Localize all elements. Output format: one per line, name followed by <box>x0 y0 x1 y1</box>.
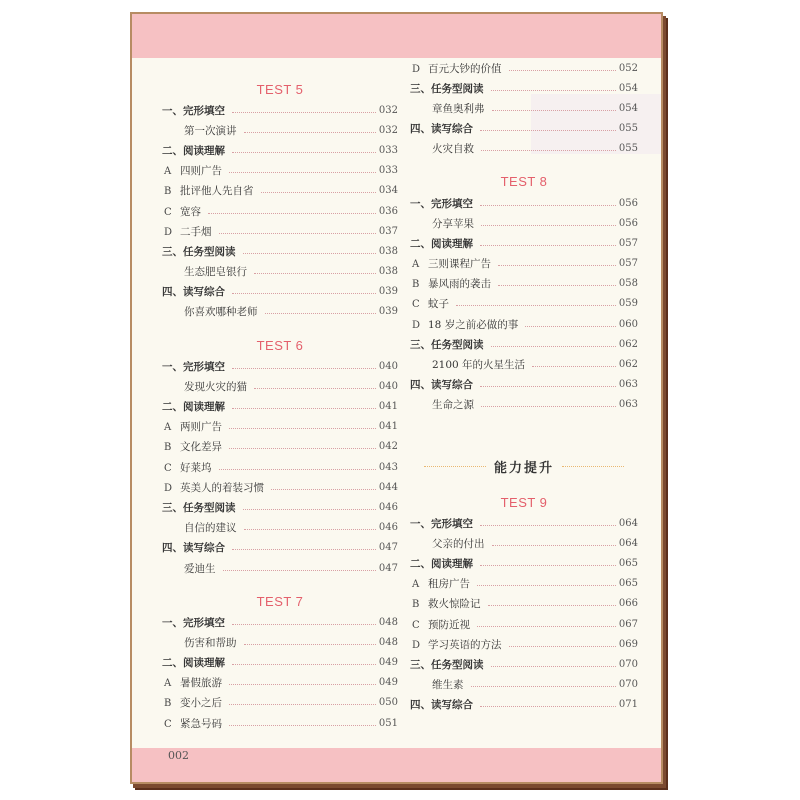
page-ref: 052 <box>618 62 638 74</box>
toc-subitem-row[interactable] <box>162 181 398 201</box>
story-title: 生命之源 <box>432 399 474 412</box>
spacer <box>410 415 638 453</box>
subitem-title: 英美人的着装习惯 <box>180 481 264 494</box>
page-ref: 069 <box>618 638 638 650</box>
toc-story-row[interactable] <box>162 632 398 652</box>
subitem-letter: B <box>164 186 172 198</box>
page-ref: 056 <box>618 217 638 229</box>
toc-subitem <box>162 716 226 731</box>
dot-leader <box>244 132 376 133</box>
dot-leader <box>244 529 376 530</box>
dot-leader <box>271 489 376 490</box>
page-ref: 057 <box>618 237 638 249</box>
toc-subitem <box>410 317 522 332</box>
page-ref: 047 <box>378 542 398 554</box>
toc-subitem-row[interactable] <box>162 477 398 497</box>
toc-story-row[interactable] <box>410 213 638 233</box>
dot-leader <box>243 253 376 254</box>
page-ref: 055 <box>618 143 638 155</box>
spacer <box>162 578 398 590</box>
page-ref: 033 <box>378 144 398 156</box>
subitem-title: 学习英语的方法 <box>428 638 502 651</box>
section-title: 二、阅读理解 <box>162 144 225 157</box>
page-ref: 049 <box>378 657 398 669</box>
page-number: 002 <box>168 749 189 762</box>
dot-leader <box>491 90 616 91</box>
page-ref: 038 <box>378 266 398 278</box>
toc-section-row[interactable] <box>162 653 398 673</box>
page-ref: 036 <box>378 205 398 217</box>
subitem-letter: A <box>164 422 172 434</box>
toc-section-row[interactable] <box>410 233 638 253</box>
section-title: 二、阅读理解 <box>410 237 473 250</box>
subitem-letter: B <box>164 442 172 454</box>
toc-story-row[interactable] <box>410 139 638 159</box>
page-ref: 032 <box>378 104 398 116</box>
toc-subitem <box>410 576 474 591</box>
section-title: 三、任务型阅读 <box>162 501 236 514</box>
toc-story-row[interactable] <box>162 376 398 396</box>
toc-story-row[interactable] <box>410 395 638 415</box>
dot-leader <box>532 366 616 367</box>
test-heading: TEST 7 <box>256 593 304 609</box>
section-title: 四、读写综合 <box>162 542 225 555</box>
subitem-letter: D <box>164 226 173 238</box>
dot-leader <box>254 388 376 389</box>
toc-section-row[interactable] <box>410 119 638 139</box>
page-ref: 066 <box>618 598 638 610</box>
subitem-title: 变小之后 <box>180 697 222 710</box>
subitem-title: 紧急号码 <box>180 717 222 730</box>
toc-subitem <box>162 675 226 690</box>
page-ref: 034 <box>378 185 398 197</box>
page-ref: 059 <box>618 298 638 310</box>
toc-section-row[interactable] <box>162 241 398 261</box>
toc-story-row[interactable] <box>162 558 398 578</box>
section-title: 二、阅读理解 <box>162 657 225 670</box>
toc-story-row[interactable] <box>410 675 638 695</box>
page-ref: 032 <box>378 124 398 136</box>
dot-leader <box>244 644 376 645</box>
toc-subitem <box>162 224 216 239</box>
section-title: 一、完形填空 <box>162 616 225 629</box>
toc-section-row[interactable] <box>162 538 398 558</box>
section-title: 一、完形填空 <box>162 104 225 117</box>
dot-leader <box>265 313 376 314</box>
toc-subitem-row[interactable] <box>410 594 638 614</box>
story-title: 生态肥皂银行 <box>184 266 247 279</box>
section-title: 三、任务型阅读 <box>410 338 484 351</box>
dot-leader <box>232 408 376 409</box>
section-title: 一、完形填空 <box>410 197 473 210</box>
section-title: 三、任务型阅读 <box>410 82 484 95</box>
subitem-letter: D <box>412 319 421 331</box>
subitem-title: 宽容 <box>180 205 201 218</box>
toc-story-row[interactable] <box>162 302 398 322</box>
toc-subitem-row[interactable] <box>410 274 638 294</box>
dot-leader <box>232 293 376 294</box>
page-ref: 041 <box>378 401 398 413</box>
page-ref: 043 <box>378 461 398 473</box>
subitem-title: 救火惊险记 <box>428 598 481 611</box>
spacer <box>410 479 638 491</box>
toc-subitem <box>410 256 495 271</box>
page-ref: 056 <box>618 197 638 209</box>
page-ref: 064 <box>618 517 638 529</box>
toc-subitem <box>162 163 226 178</box>
dot-leader <box>509 646 616 647</box>
toc-section-row[interactable] <box>410 513 638 533</box>
page-ref: 054 <box>618 102 638 114</box>
dot-leader <box>208 213 376 214</box>
dot-leader <box>481 406 616 407</box>
toc-subitem-row[interactable] <box>410 574 638 594</box>
story-title: 2100 年的火星生活 <box>432 359 526 372</box>
divider <box>424 466 486 467</box>
page-ref: 060 <box>618 318 638 330</box>
dot-leader <box>229 704 376 705</box>
toc-subitem <box>410 637 506 652</box>
section-title: 三、任务型阅读 <box>162 245 236 258</box>
toc-subitem-row[interactable] <box>162 201 398 221</box>
dot-leader <box>232 549 376 550</box>
dot-leader <box>219 233 376 234</box>
toc-subitem-row[interactable] <box>410 634 638 654</box>
spacer <box>410 159 638 171</box>
subitem-letter: B <box>412 279 420 291</box>
top-pink-band <box>132 14 661 58</box>
toc-section-row[interactable] <box>162 140 398 160</box>
subitem-title: 蚊子 <box>428 298 449 311</box>
toc-subitem-row[interactable] <box>410 294 638 314</box>
dot-leader <box>525 326 616 327</box>
subitem-letter: D <box>412 639 421 651</box>
toc-section-row[interactable] <box>410 375 638 395</box>
toc-page <box>130 12 663 784</box>
dot-leader <box>491 666 616 667</box>
toc-section-row[interactable] <box>162 612 398 632</box>
page-ref: 063 <box>618 379 638 391</box>
dot-leader <box>509 70 616 71</box>
dot-leader <box>492 110 616 111</box>
subitem-title: 二手烟 <box>180 225 212 238</box>
toc-subitem-row[interactable] <box>162 673 398 693</box>
page-ref: 040 <box>378 360 398 372</box>
page-ref: 070 <box>618 679 638 691</box>
subitem-title: 四则广告 <box>180 165 222 178</box>
toc-section-row[interactable] <box>410 193 638 213</box>
spacer <box>162 322 398 334</box>
page-ref: 049 <box>378 677 398 689</box>
toc-story-row[interactable] <box>410 533 638 553</box>
dot-leader <box>232 152 376 153</box>
dot-leader <box>219 469 376 470</box>
dot-leader <box>480 130 616 131</box>
toc-subitem-row[interactable] <box>410 58 638 78</box>
toc-subitem <box>410 61 506 76</box>
dot-leader <box>480 386 616 387</box>
toc-subitem-row[interactable] <box>410 254 638 274</box>
toc-subitem-row[interactable] <box>410 614 638 634</box>
page-ref: 065 <box>618 578 638 590</box>
dot-leader <box>232 664 376 665</box>
dot-leader <box>254 273 376 274</box>
toc-subitem <box>410 596 485 611</box>
story-title: 你喜欢哪种老师 <box>184 306 258 319</box>
page-ref: 057 <box>618 258 638 270</box>
story-title: 父亲的付出 <box>432 537 485 550</box>
bottom-pink-band <box>132 748 661 782</box>
toc-section-row[interactable] <box>410 553 638 573</box>
toc-subitem-row[interactable] <box>162 161 398 181</box>
story-title: 自信的建议 <box>184 522 237 535</box>
toc-subitem <box>162 419 226 434</box>
dot-leader <box>488 605 616 606</box>
page-ref: 071 <box>618 699 638 711</box>
dot-leader <box>481 225 616 226</box>
dot-leader <box>229 172 376 173</box>
dot-leader <box>480 525 616 526</box>
page-ref: 067 <box>618 618 638 630</box>
toc-section-row[interactable] <box>410 334 638 354</box>
toc-section-row[interactable] <box>162 282 398 302</box>
section-title: 一、完形填空 <box>410 517 473 530</box>
dot-leader <box>232 112 376 113</box>
page-ref: 046 <box>378 522 398 534</box>
subitem-title: 文化差异 <box>180 441 222 454</box>
toc-story-row[interactable] <box>162 518 398 538</box>
toc-subitem <box>410 617 474 632</box>
toc-section-row[interactable] <box>162 100 398 120</box>
page-ref: 055 <box>618 123 638 135</box>
toc-left-column <box>162 58 398 733</box>
toc-subitem <box>410 276 495 291</box>
dot-leader <box>229 684 376 685</box>
toc-section-row[interactable] <box>410 78 638 98</box>
story-title: 爱迪生 <box>184 562 216 575</box>
page-ref: 047 <box>378 562 398 574</box>
subitem-letter: B <box>164 698 172 710</box>
page-ref: 051 <box>378 717 398 729</box>
toc-subitem <box>410 296 453 311</box>
page-ref: 062 <box>618 338 638 350</box>
dot-leader <box>229 428 376 429</box>
toc-section-row[interactable] <box>410 695 638 715</box>
subitem-title: 好莱坞 <box>180 461 212 474</box>
subitem-letter: C <box>164 462 172 474</box>
story-title: 分享苹果 <box>432 217 474 230</box>
toc-section-row[interactable] <box>162 396 398 416</box>
page-ref: 042 <box>378 441 398 453</box>
section-title: 二、阅读理解 <box>410 557 473 570</box>
page-ref: 062 <box>618 359 638 371</box>
subitem-title: 预防近视 <box>428 618 470 631</box>
section-title: 四、读写综合 <box>410 699 473 712</box>
test-heading: TEST 6 <box>256 337 304 353</box>
toc-subitem <box>162 695 226 710</box>
page-ref: 070 <box>618 658 638 670</box>
toc-subitem-row[interactable] <box>162 437 398 457</box>
section-title: 四、读写综合 <box>162 286 225 299</box>
story-title: 第一次演讲 <box>184 124 237 137</box>
section-title: 一、完形填空 <box>162 360 225 373</box>
divider <box>562 466 624 467</box>
dot-leader <box>471 686 616 687</box>
dot-leader <box>243 509 376 510</box>
dot-leader <box>232 368 376 369</box>
toc-subitem <box>162 183 258 198</box>
dot-leader <box>477 626 616 627</box>
subitem-letter: D <box>164 482 173 494</box>
subitem-title: 批评他人先自省 <box>180 185 254 198</box>
dot-leader <box>229 725 376 726</box>
section-title: 四、读写综合 <box>410 379 473 392</box>
toc-story-row[interactable] <box>410 354 638 374</box>
toc-subitem-row[interactable] <box>162 713 398 733</box>
page-ref: 048 <box>378 636 398 648</box>
story-title: 伤害和帮助 <box>184 636 237 649</box>
story-title: 火灾自救 <box>432 143 474 156</box>
part-title: 能力提升 <box>493 460 554 476</box>
test-heading: TEST 9 <box>500 494 548 510</box>
subitem-letter: C <box>412 299 420 311</box>
dot-leader <box>480 706 616 707</box>
toc-section-row[interactable] <box>162 497 398 517</box>
page-ref: 039 <box>378 306 398 318</box>
page-ref: 064 <box>618 537 638 549</box>
toc-subitem <box>162 480 268 495</box>
spacer <box>162 58 398 78</box>
dot-leader <box>456 305 616 306</box>
page-ref: 033 <box>378 165 398 177</box>
subitem-letter: D <box>412 63 421 75</box>
dot-leader <box>498 285 616 286</box>
page-ref: 044 <box>378 481 398 493</box>
subitem-title: 租房广告 <box>428 578 470 591</box>
story-title: 章鱼奥利弗 <box>432 102 485 115</box>
page-ref: 038 <box>378 245 398 257</box>
toc-subitem <box>162 439 226 454</box>
page-ref: 040 <box>378 380 398 392</box>
subitem-title: 暑假旅游 <box>180 677 222 690</box>
subitem-letter: C <box>412 619 420 631</box>
subitem-letter: A <box>164 678 172 690</box>
toc-story-row[interactable] <box>162 120 398 140</box>
dot-leader <box>232 624 376 625</box>
subitem-letter: A <box>412 259 420 271</box>
subitem-letter: A <box>412 579 420 591</box>
section-title: 二、阅读理解 <box>162 401 225 414</box>
page-ref: 046 <box>378 501 398 513</box>
dot-leader <box>223 570 376 571</box>
page-ref: 048 <box>378 616 398 628</box>
page-ref: 041 <box>378 421 398 433</box>
page-ref: 037 <box>378 225 398 237</box>
dot-leader <box>492 545 616 546</box>
page-ref: 050 <box>378 697 398 709</box>
story-title: 发现火灾的猫 <box>184 380 247 393</box>
subitem-letter: C <box>164 206 172 218</box>
dot-leader <box>477 585 616 586</box>
story-title: 维生素 <box>432 679 464 692</box>
subitem-letter: A <box>164 166 172 178</box>
section-title: 三、任务型阅读 <box>410 658 484 671</box>
page-ref: 039 <box>378 286 398 298</box>
toc-right-column <box>410 58 638 715</box>
test-heading: TEST 8 <box>500 174 548 190</box>
dot-leader <box>498 265 616 266</box>
subitem-letter: C <box>164 718 172 730</box>
dot-leader <box>491 346 616 347</box>
toc-subitem <box>162 204 205 219</box>
toc-story-row[interactable] <box>162 262 398 282</box>
dot-leader <box>229 448 376 449</box>
subitem-title: 三则课程广告 <box>428 258 491 271</box>
toc-subitem-row[interactable] <box>162 693 398 713</box>
toc-subitem-row[interactable] <box>162 457 398 477</box>
toc-subitem-row[interactable] <box>410 314 638 334</box>
section-title: 四、读写综合 <box>410 123 473 136</box>
toc-subitem <box>162 460 216 475</box>
toc-section-row[interactable] <box>410 654 638 674</box>
subitem-title: 18 岁之前必做的事 <box>428 318 519 331</box>
subitem-letter: B <box>412 599 420 611</box>
dot-leader <box>481 150 616 151</box>
dot-leader <box>480 205 616 206</box>
subitem-title: 百元大钞的价值 <box>428 62 502 75</box>
page-ref: 063 <box>618 399 638 411</box>
dot-leader <box>480 565 616 566</box>
toc-subitem-row[interactable] <box>162 417 398 437</box>
test-heading: TEST 5 <box>256 81 304 97</box>
toc-subitem-row[interactable] <box>162 221 398 241</box>
toc-story-row[interactable] <box>410 98 638 118</box>
page-ref: 065 <box>618 557 638 569</box>
subitem-title: 两则广告 <box>180 421 222 434</box>
page-ref: 054 <box>618 82 638 94</box>
part-heading <box>410 453 638 479</box>
page-ref: 058 <box>618 278 638 290</box>
dot-leader <box>261 192 376 193</box>
subitem-title: 暴风雨的袭击 <box>428 278 491 291</box>
toc-section-row[interactable] <box>162 356 398 376</box>
dot-leader <box>480 245 616 246</box>
